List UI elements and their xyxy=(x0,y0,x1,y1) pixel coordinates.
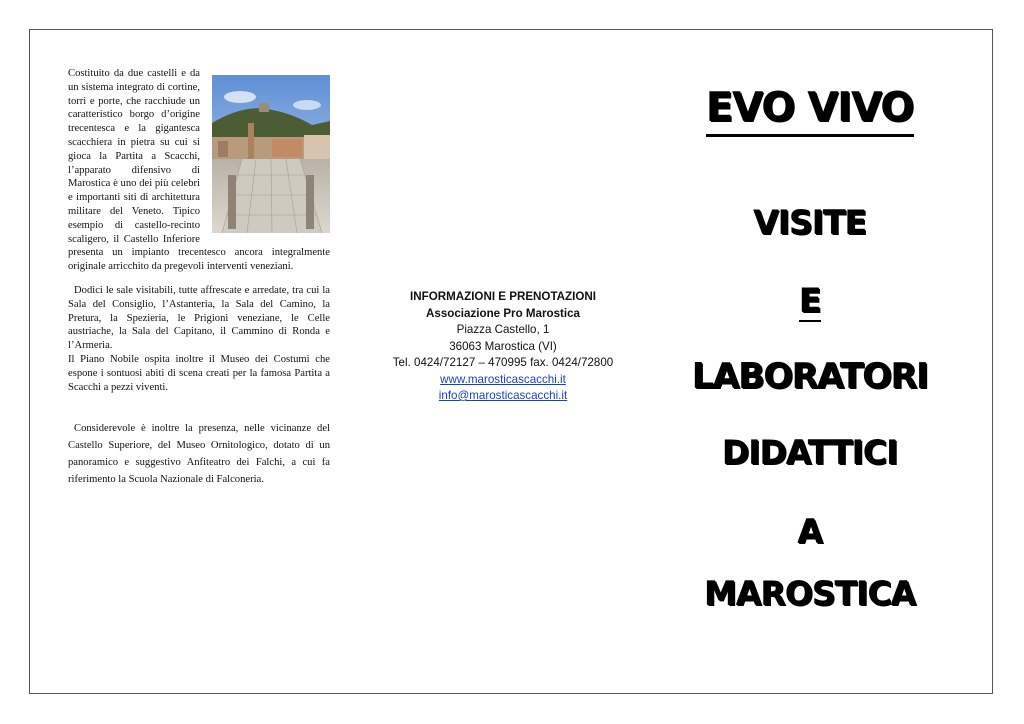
title-line-1: EVO VIVO xyxy=(706,82,914,137)
info-panel xyxy=(380,289,626,405)
title-evo-vivo xyxy=(660,82,960,137)
info-heading: INFORMAZIONI E PRENOTAZIONI xyxy=(410,290,596,303)
title-e xyxy=(660,281,960,322)
ornithology-museum-description: Considerevole è inoltre la presenza, nelle vicinanze del Castello Superiore, del Museo Ornitologico, dotato di un panoramico e suggestivo Anfiteatro dei Falchi, a cui fa riferimento la Scuola Nazionale di Falconeria. xyxy=(68,423,330,486)
castle-square-photo xyxy=(212,75,330,233)
rooms-description: Dodici le sale visitabili, tutte affrescate e arredate, tra cui la Sala del Consiglio, l’Astanteria, la Sala del Camino, la Pretura, la Spezieria, le Prigioni veneziane, le Celle austriache, la Sala del Capitano, il Cammino di Ronda e l’Armeria. xyxy=(68,284,330,352)
left-panel xyxy=(68,67,330,488)
website-link[interactable]: www.marosticascacchi.it xyxy=(440,372,566,386)
title-laboratori: LABORATORI xyxy=(692,357,928,397)
castle-description: Costituito da due castelli e da un sistema integrato di cortine, torri e porte, che racchiude un caratteristico borgo d’origine trecentesca e la gigantesca scacchiera in pietra su cui si gioca la Partita a Scacchi, l’apparato difensivo di Marostica è uno dei più celebri e importanti siti di architettura militare del Veneto. Tipico esempio di castello-recinto scaligero, il Castello Inferiore presenta un impianto trecentesco ancora integralmente originale arricchito da pregevoli interventi veneziani. xyxy=(68,68,330,273)
organization-name: Associazione Pro Marostica xyxy=(426,306,580,320)
address-street: Piazza Castello, 1 xyxy=(456,323,550,336)
title-a: A xyxy=(797,512,823,551)
phone-fax: Tel. 0424/72127 – 470995 fax. 0424/72800 xyxy=(392,356,614,369)
title-marostica: MAROSTICA xyxy=(704,574,916,613)
costume-museum-description: Il Piano Nobile ospita inoltre il Museo dei Costumi che espone i sontuosi abiti di scena creati per la famosa Partita a Scacchi a pezzi viventi. xyxy=(68,353,330,393)
email-link[interactable]: info@marosticascacchi.it xyxy=(438,389,568,402)
address-city: 36063 Marostica (VI) xyxy=(449,339,557,353)
title-visite: VISITE xyxy=(753,203,867,242)
title-line-3: E xyxy=(799,281,821,320)
title-didattici: DIDATTICI xyxy=(722,433,898,472)
